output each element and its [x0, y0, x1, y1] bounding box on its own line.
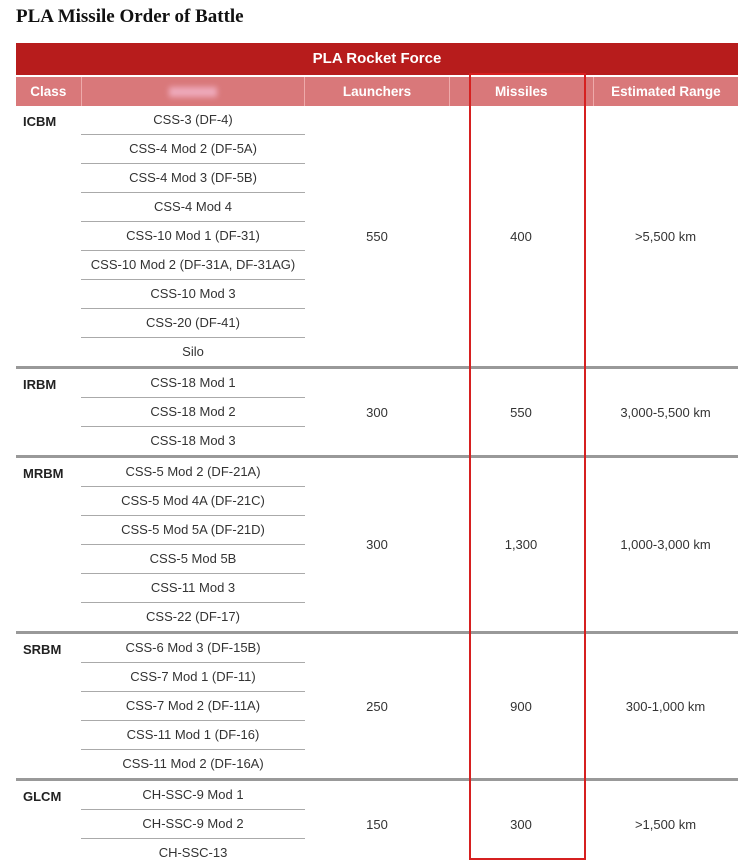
range-cell: >5,500 km [634, 228, 697, 244]
table-group-mrbm [16, 458, 738, 634]
system-cell: CSS-22 (DF-17) [146, 609, 240, 624]
class-cell: GLCM [23, 789, 62, 804]
range-cell: 1,000-3,000 km [620, 537, 711, 552]
system-cell: CSS-11 Mod 3 [81, 574, 305, 603]
system-cell: CSS-18 Mod 3 [150, 433, 236, 448]
launchers-cell: 150 [366, 816, 388, 832]
header-range: Estimated Range [593, 77, 738, 106]
class-cell: IRBM [23, 377, 57, 392]
table-group-icbm [16, 106, 738, 369]
launchers-cell: 550 [366, 228, 388, 244]
system-cell: Silo [182, 344, 204, 359]
header-missiles: Missiles [449, 77, 593, 106]
system-cell: CSS-6 Mod 3 (DF-15B) [81, 634, 305, 663]
header-system-blurred [81, 77, 305, 106]
system-cell: CH-SSC-9 Mod 2 [81, 810, 305, 839]
header-class: Class [30, 84, 67, 99]
system-cell: CSS-10 Mod 3 [81, 280, 305, 309]
blurred-watermark [169, 87, 217, 97]
missiles-cell: 550 [510, 404, 532, 420]
system-cell: CSS-5 Mod 4A (DF-21C) [81, 487, 305, 516]
systems-list [81, 634, 305, 778]
range-cell: >1,500 km [634, 816, 697, 832]
table-group-glcm [16, 781, 738, 867]
table-group-irbm [16, 369, 738, 458]
system-cell: CSS-18 Mod 2 [81, 398, 305, 427]
class-cell: MRBM [23, 466, 64, 481]
system-cell: CSS-4 Mod 4 [81, 193, 305, 222]
launchers-cell: 300 [366, 537, 388, 552]
system-cell: CSS-5 Mod 5A (DF-21D) [81, 516, 305, 545]
system-cell: CSS-4 Mod 3 (DF-5B) [81, 164, 305, 193]
system-cell: CH-SSC-13 [158, 845, 228, 860]
system-cell: CH-SSC-9 Mod 1 [81, 781, 305, 810]
systems-list [81, 369, 305, 455]
system-cell: CSS-4 Mod 2 (DF-5A) [81, 135, 305, 164]
systems-list [81, 458, 305, 631]
range-cell: 3,000-5,500 km [620, 404, 711, 420]
system-cell: CSS-11 Mod 2 (DF-16A) [122, 756, 264, 771]
systems-list [81, 106, 305, 366]
missiles-cell: 900 [510, 698, 532, 714]
systems-list [81, 781, 305, 867]
missiles-cell: 1,300 [504, 537, 538, 552]
system-cell: CSS-18 Mod 1 [81, 369, 305, 398]
system-cell: CSS-5 Mod 5B [81, 545, 305, 574]
page-title: PLA Missile Order of Battle [16, 6, 244, 27]
system-cell: CSS-11 Mod 1 (DF-16) [81, 721, 305, 750]
class-cell: ICBM [23, 114, 57, 129]
system-cell: CSS-3 (DF-4) [81, 106, 305, 135]
table-header [16, 77, 738, 106]
system-cell: CSS-20 (DF-41) [81, 309, 305, 338]
missiles-cell: 300 [510, 816, 532, 832]
missiles-cell: 400 [510, 228, 532, 244]
system-cell: CSS-10 Mod 2 (DF-31A, DF-31AG) [81, 251, 305, 280]
missiles-highlight-box [469, 73, 586, 860]
system-cell: CSS-5 Mod 2 (DF-21A) [81, 458, 305, 487]
system-cell: CSS-7 Mod 2 (DF-11A) [81, 692, 305, 721]
table-band-title: PLA Rocket Force [16, 43, 738, 75]
launchers-cell: 300 [366, 404, 388, 420]
system-cell: CSS-10 Mod 1 (DF-31) [81, 222, 305, 251]
class-cell: SRBM [23, 642, 62, 657]
missile-table [16, 43, 738, 867]
system-cell: CSS-7 Mod 1 (DF-11) [81, 663, 305, 692]
launchers-cell: 250 [366, 698, 388, 714]
header-launchers: Launchers [304, 77, 448, 106]
range-cell: 300-1,000 km [625, 698, 706, 714]
table-group-srbm [16, 634, 738, 781]
table-body [16, 106, 738, 867]
